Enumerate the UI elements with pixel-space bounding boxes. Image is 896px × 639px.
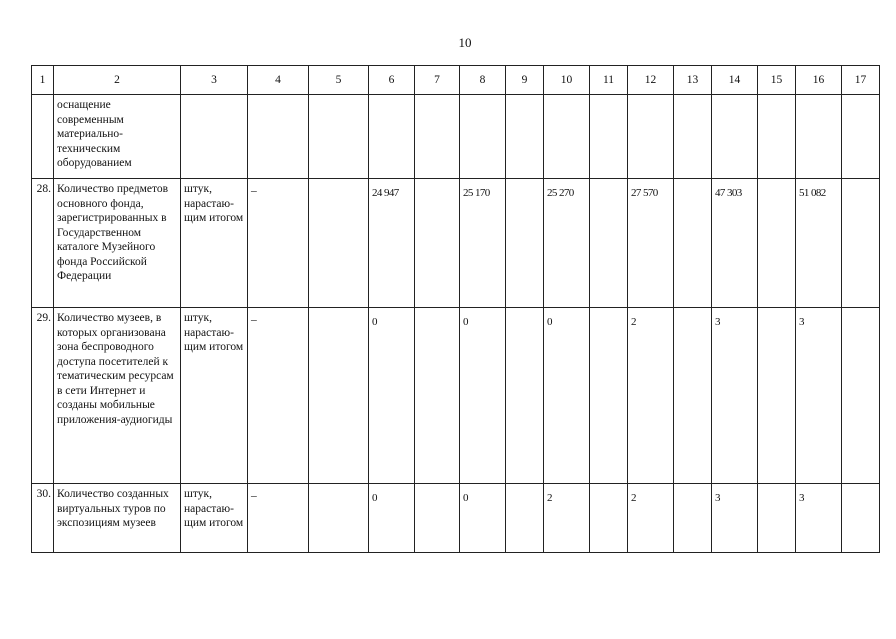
empty-cell — [674, 179, 712, 308]
value-col-14: 3 — [715, 492, 720, 504]
empty-cell — [590, 484, 628, 553]
empty-cell — [674, 308, 712, 484]
value-col-6: 0 — [372, 492, 377, 504]
value-col-6: 24 947 — [372, 187, 399, 199]
base-value: – — [251, 314, 257, 326]
column-header: 2 — [54, 66, 181, 95]
unit-text: штук, нарастаю-щим итогом — [184, 183, 244, 224]
base-value: – — [251, 185, 257, 197]
indicators-table — [31, 65, 880, 553]
empty-cell — [506, 484, 544, 553]
value-col-16: 3 — [799, 492, 804, 504]
unit-cell — [181, 484, 248, 553]
column-header: 5 — [309, 66, 369, 95]
value-col-10: 25 270 — [547, 187, 574, 199]
value-col-10 — [547, 98, 586, 102]
base-value — [251, 98, 305, 100]
value-col-14 — [715, 98, 754, 102]
value-cell — [628, 308, 674, 484]
table-row — [32, 484, 880, 553]
row-index-cell — [32, 179, 54, 308]
empty-cell — [415, 95, 460, 179]
empty-cell — [309, 179, 369, 308]
value-cell — [796, 308, 842, 484]
row-index: 30. — [36, 488, 51, 500]
empty-cell — [842, 95, 880, 179]
empty-cell — [506, 95, 544, 179]
column-header: 13 — [674, 66, 712, 95]
value-col-10: 2 — [547, 492, 552, 504]
row-index-cell — [32, 484, 54, 553]
indicator-name: Количество предметов основного фонда, зарегистрированных в Государственном каталоге Музейного фонда Российской Федерации — [57, 183, 169, 282]
indicator-name-cell — [54, 95, 181, 179]
value-cell — [460, 179, 506, 308]
value-cell — [712, 95, 758, 179]
empty-cell — [506, 308, 544, 484]
indicator-name-cell — [54, 179, 181, 308]
value-col-6: 0 — [372, 316, 377, 328]
unit-cell — [181, 308, 248, 484]
column-header: 16 — [796, 66, 842, 95]
unit-text: штук, нарастаю-щим итогом — [184, 488, 244, 529]
value-col-8 — [463, 98, 502, 102]
column-header: 6 — [369, 66, 415, 95]
value-cell — [460, 484, 506, 553]
empty-cell — [309, 308, 369, 484]
value-cell — [628, 95, 674, 179]
value-col-10: 0 — [547, 316, 552, 328]
indicator-name: оснащение современным материально-техническим оборудованием — [57, 99, 132, 169]
row-index-cell — [32, 95, 54, 179]
value-cell — [369, 484, 415, 553]
value-cell — [460, 308, 506, 484]
indicator-name-cell — [54, 484, 181, 553]
value-cell — [460, 95, 506, 179]
empty-cell — [415, 484, 460, 553]
column-header: 1 — [32, 66, 54, 95]
column-header: 15 — [758, 66, 796, 95]
value-col-16 — [799, 98, 838, 102]
column-header: 17 — [842, 66, 880, 95]
row-index: 28. — [36, 183, 51, 195]
indicator-name: Количество созданных виртуальных туров по экспозициям музеев — [57, 488, 169, 529]
base-value-cell — [248, 308, 309, 484]
value-cell — [544, 308, 590, 484]
value-col-8: 0 — [463, 492, 468, 504]
value-cell — [796, 179, 842, 308]
value-cell — [544, 179, 590, 308]
value-cell — [712, 484, 758, 553]
value-cell — [369, 308, 415, 484]
column-header: 14 — [712, 66, 758, 95]
value-cell — [796, 95, 842, 179]
value-col-12: 2 — [631, 492, 636, 504]
empty-cell — [415, 179, 460, 308]
value-cell — [544, 484, 590, 553]
row-index-cell — [32, 308, 54, 484]
empty-cell — [758, 179, 796, 308]
column-header: 7 — [415, 66, 460, 95]
value-col-16: 3 — [799, 316, 804, 328]
table-row — [32, 95, 880, 179]
empty-cell — [758, 484, 796, 553]
value-col-14: 47 303 — [715, 187, 742, 199]
row-index: 29. — [36, 312, 51, 324]
empty-cell — [309, 95, 369, 179]
empty-cell — [415, 308, 460, 484]
empty-cell — [758, 95, 796, 179]
empty-cell — [590, 179, 628, 308]
value-cell — [544, 95, 590, 179]
empty-cell — [842, 484, 880, 553]
empty-cell — [674, 484, 712, 553]
value-cell — [628, 484, 674, 553]
column-header: 9 — [506, 66, 544, 95]
empty-cell — [590, 95, 628, 179]
indicator-name: Количество музеев, в которых организована зона беспроводного доступа посетителей к тематическим ресурсам в сети Интернет и созданы мобильные приложения-аудиогиды — [57, 312, 174, 426]
value-col-14: 3 — [715, 316, 720, 328]
value-cell — [369, 179, 415, 308]
page-number: 10 — [458, 35, 472, 50]
column-header: 11 — [590, 66, 628, 95]
table-row — [32, 179, 880, 308]
value-cell — [712, 179, 758, 308]
value-cell — [796, 484, 842, 553]
column-header: 12 — [628, 66, 674, 95]
value-col-16: 51 082 — [799, 187, 826, 199]
base-value: – — [251, 490, 257, 502]
table-header-row — [32, 66, 880, 95]
column-header: 10 — [544, 66, 590, 95]
indicator-name-cell — [54, 308, 181, 484]
base-value-cell — [248, 95, 309, 179]
value-col-8: 0 — [463, 316, 468, 328]
table-row — [32, 308, 880, 484]
value-col-12: 27 570 — [631, 187, 658, 199]
value-cell — [628, 179, 674, 308]
base-value-cell — [248, 179, 309, 308]
column-header: 3 — [181, 66, 248, 95]
unit-text: штук, нарастаю-щим итогом — [184, 312, 244, 353]
empty-cell — [842, 308, 880, 484]
unit-cell — [181, 95, 248, 179]
empty-cell — [842, 179, 880, 308]
base-value-cell — [248, 484, 309, 553]
value-cell — [369, 95, 415, 179]
empty-cell — [674, 95, 712, 179]
column-header: 4 — [248, 66, 309, 95]
value-col-8: 25 170 — [463, 187, 490, 199]
column-header: 8 — [460, 66, 506, 95]
value-col-6 — [372, 98, 411, 102]
unit-cell — [181, 179, 248, 308]
value-cell — [712, 308, 758, 484]
empty-cell — [590, 308, 628, 484]
value-col-12: 2 — [631, 316, 636, 328]
empty-cell — [758, 308, 796, 484]
empty-cell — [309, 484, 369, 553]
empty-cell — [506, 179, 544, 308]
value-col-12 — [631, 98, 670, 102]
